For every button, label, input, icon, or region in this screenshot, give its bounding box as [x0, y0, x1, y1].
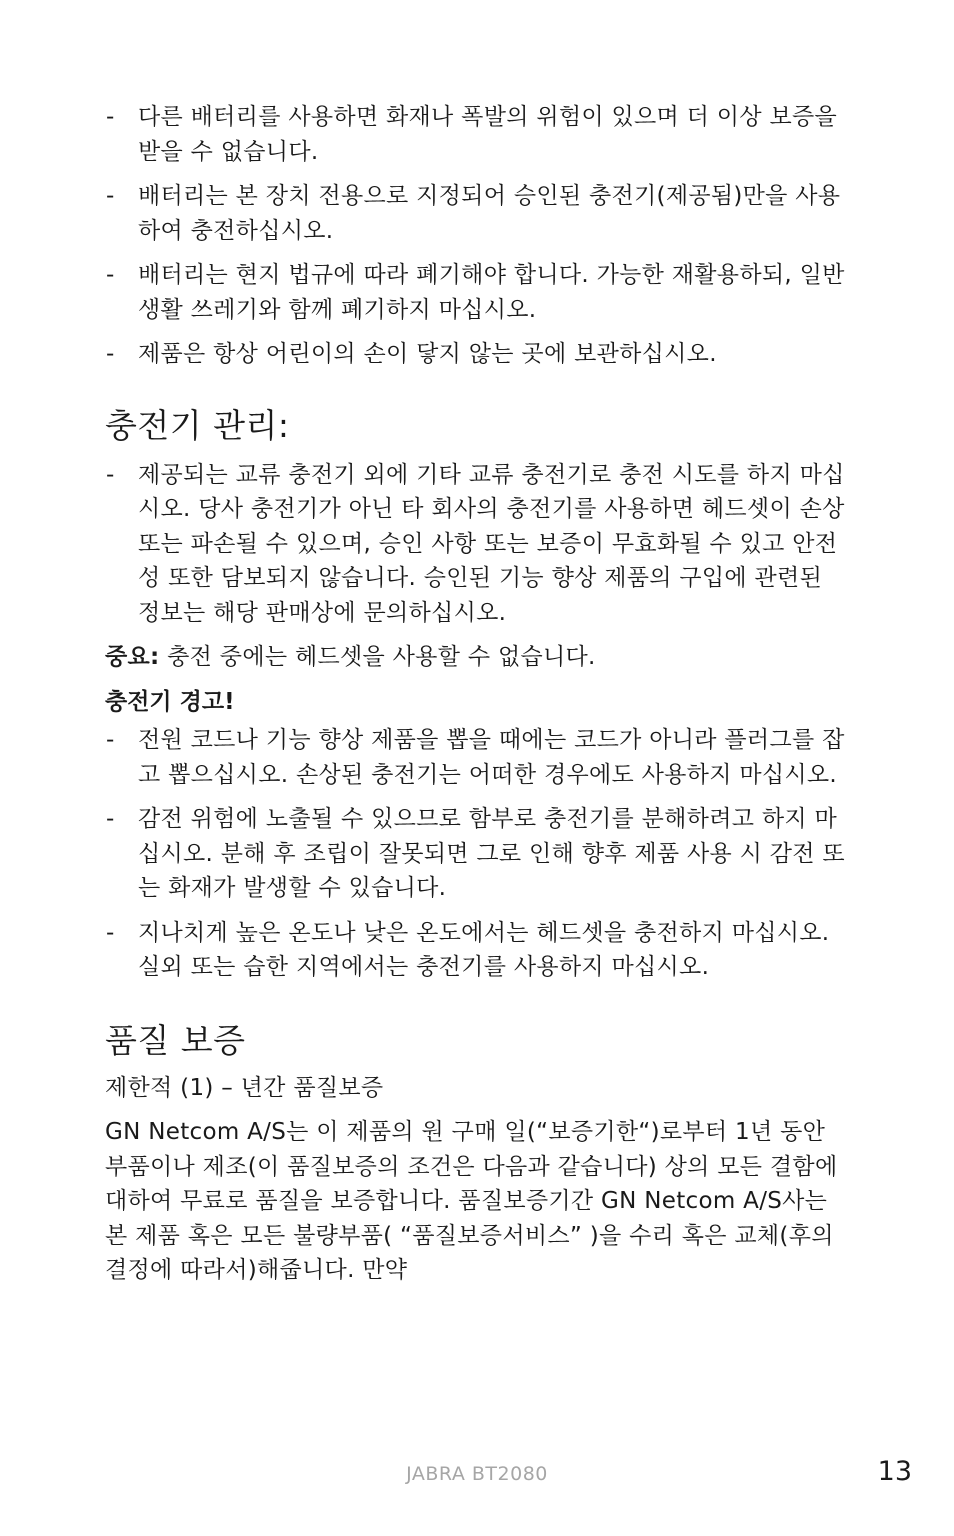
charger-warning-heading: 충전기 경고!	[105, 688, 235, 715]
footer-product-name: JABRA BT2080	[406, 1463, 548, 1485]
bullet-text: 지나치게 높은 온도나 낮은 온도에서는 헤드셋을 충전하지 마십시오. 실외 또는 습한 지역에서는 충전기를 사용하지 마십시오.	[138, 919, 830, 980]
bullet-text: 다른 배터리를 사용하면 화재나 폭발의 위험이 있으며 더 이상 보증을 받을 수 없습니다.	[138, 104, 838, 165]
bullet-dash: -	[106, 727, 115, 753]
document-page	[105, 100, 850, 1298]
bullet-dash: -	[106, 341, 115, 367]
list-item	[105, 337, 850, 372]
important-note	[105, 640, 850, 675]
battery-warning-list	[105, 100, 850, 372]
warranty-subheading: 제한적 (1) – 년간 품질보증	[105, 1074, 384, 1101]
warranty-paragraph: GN Netcom A/S는 이 제품의 원 구매 일(“보증기한“)로부터 1년 동안 부품이나 제조(이 품질보증의 조건은 다음과 같습니다) 상의 모든 결함에 대하여 무료로 품질을 보증합니다. 품질보증기간 GN Netcom A/S사는 본 제품 혹은 모든 불량부품( “품질보증서비스” )을 수리 혹은 교체(후의 결정에 따라서)해줍니다. 만약	[105, 1119, 838, 1283]
page-number: 13	[877, 1456, 912, 1487]
important-label: 중요:	[105, 644, 160, 670]
bullet-text: 감전 위험에 노출될 수 있으므로 함부로 충전기를 분해하려고 하지 마십시오. 분해 후 조립이 잘못되면 그로 인해 향후 제품 사용 시 감전 또는 화재가 발생할 수 있습니다.	[138, 806, 845, 901]
list-item	[105, 100, 850, 169]
bullet-dash: -	[106, 461, 115, 488]
bullet-dash: -	[106, 806, 115, 832]
bullet-dash: -	[106, 262, 115, 288]
list-item	[105, 802, 850, 906]
bullet-text: 배터리는 본 장치 전용으로 지정되어 승인된 충전기(제공됨)만을 사용하여 충전하십시오.	[138, 183, 841, 244]
charger-care-heading: 충전기 관리:	[105, 405, 290, 445]
bullet-text: 전원 코드나 기능 향상 제품을 뽑을 때에는 코드가 아니라 플러그를 잡고 뽑으십시오. 손상된 충전기는 어떠한 경우에도 사용하지 마십시오.	[138, 727, 845, 788]
charger-warning-list	[105, 723, 850, 985]
list-item	[105, 179, 850, 248]
bullet-text: 제품은 항상 어린이의 손이 닿지 않는 곳에 보관하십시오.	[138, 341, 717, 367]
list-item	[105, 458, 850, 631]
bullet-dash: -	[106, 183, 115, 209]
list-item	[105, 916, 850, 985]
list-item	[105, 723, 850, 792]
list-item	[105, 258, 850, 327]
warranty-heading: 품질 보증	[105, 1020, 246, 1060]
bullet-dash: -	[106, 104, 115, 130]
charger-care-list	[105, 458, 850, 631]
bullet-text: 제공되는 교류 충전기 외에 기타 교류 충전기로 충전 시도를 하지 마십시오. 당사 충전기가 아닌 타 회사의 충전기를 사용하면 헤드셋이 손상 또는 파손될 수 있으며, 승인 사항 또는 보증이 무효화될 수 있고 안전성 또한 담보되지 않습니다. 승인된 기능 향상 제품의 구입에 관련된 정보는 해당 판매상에 문의하십시오.	[138, 461, 845, 626]
important-text: 충전 중에는 헤드셋을 사용할 수 없습니다.	[159, 644, 596, 670]
bullet-dash: -	[106, 919, 115, 946]
bullet-text: 배터리는 현지 법규에 따라 폐기해야 합니다. 가능한 재활용하되, 일반 생활 쓰레기와 함께 폐기하지 마십시오.	[138, 262, 845, 323]
